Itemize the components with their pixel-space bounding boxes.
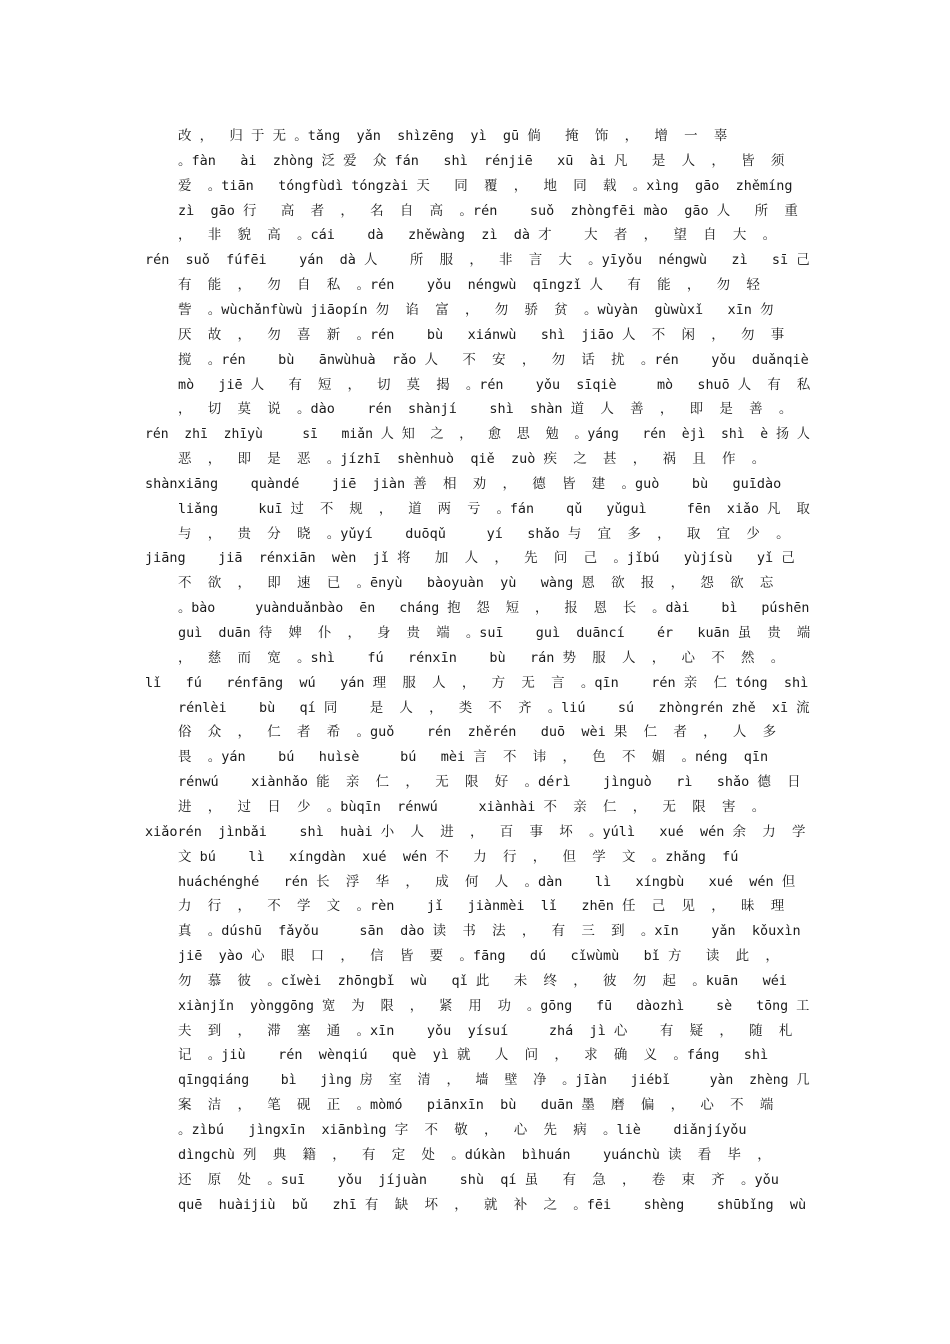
text-line: qīngqiáng bì jìng 房 室 清 ， 墙 壁 净 。jīàn jiébǐ yàn zhèng 几 xyxy=(178,1072,810,1089)
text-line: dìngchù 列 典 籍 ， 有 定 处 。dúkàn bìhuán yuánchù 读 看 毕 ， xyxy=(178,1146,771,1163)
text-line: 有 能 ， 勿 自 私 。rén yǒu néngwù qīngzǐ 人 有 能 ， 勿 轻 xyxy=(178,277,760,294)
text-line: 不 欲 ， 即 速 已 。ēnyù bàoyuàn yù wàng 恩 欲 报 ， 怨 欲 忘 xyxy=(178,575,774,592)
text-line: 真 。dúshū fǎyǒu sān dào 读 书 法 ， 有 三 到 。xīn yǎn kǒuxìn xyxy=(178,923,801,940)
text-line: 俗 众 ， 仁 者 希 。guǒ rén zhěrén duō wèi 果 仁 者 ， 人 多 xyxy=(178,724,777,741)
text-line: 勿 慕 彼 。cǐwèi zhōngbǐ wù qǐ 此 未 终 ， 彼 勿 起 。kuān wéi xyxy=(178,972,788,989)
text-line: ， 非 貌 高 。cái dà zhěwàng zì dà 才 大 者 ， 望 自 大 。 xyxy=(178,227,777,244)
text-line: 力 行 ， 不 学 文 。rèn jǐ jiànmèi lǐ zhēn 任 己 见 ， 昧 理 xyxy=(178,898,785,915)
text-line: ， 慈 而 宽 。shì fú rénxīn bù rán 势 服 人 ， 心 不 然 。 xyxy=(178,649,785,666)
text-line: rén zhī zhīyù sī miǎn 人 知 之 ， 愈 思 勉 。yáng rén èjì shì è 扬 人 xyxy=(145,426,810,443)
text-line: 恶 ， 即 是 恶 。jízhī shènhuò qiě zuò 疾 之 甚 ， 祸 且 作 。 xyxy=(178,451,766,468)
text-line: 爱 。tiān tóngfùdì tóngzài 天 同 覆 ， 地 同 载 。xìng gāo zhěmíng xyxy=(178,177,793,194)
text-line: guì duān 待 婢 仆 ， 身 贵 端 。suī guì duāncí ér kuān 虽 贵 端 xyxy=(178,625,811,641)
text-line: 厌 故 ， 勿 喜 新 。rén bù xiánwù shì jiāo 人 不 闲 ， 勿 事 xyxy=(178,326,785,343)
text-line: 文 bú lì xíngdàn xué wén 不 力 行 ， 但 学 文 。zhǎng fú xyxy=(178,848,739,865)
text-line: liǎng kuī 过 不 规 ， 道 两 亏 。fán qǔ yǔguì fēn xiǎo 凡 取 xyxy=(178,500,810,517)
text-line: rénlèi bù qí 同 是 人 ， 类 不 齐 。liú sú zhòngrén zhě xī 流 xyxy=(178,699,810,716)
text-line: 还 原 处 。suī yǒu jíjuàn shù qí 虽 有 急 ， 卷 束 齐 。yǒu xyxy=(178,1171,779,1188)
text-line: 与 ， 贵 分 晓 。yǔyí duōqǔ yí shǎo 与 宜 多 ， 取 宜 少 。 xyxy=(178,525,790,542)
text-line: 訾 。wùchǎnfùwù jiāopín 勿 谄 富 ， 勿 骄 贫 。wùyàn gùwùxǐ xīn 勿 xyxy=(178,301,774,318)
text-line: huáchénghé rén 长 浮 华 ， 成 何 人 。dàn lì xíngbù xué wén 但 xyxy=(178,873,796,890)
text-line: quē huàijiù bǔ zhī 有 缺 坏 ， 就 补 之 。fēi shèng shūbǐng wù xyxy=(178,1196,807,1213)
text-line: zì gāo 行 高 者 ， 名 自 高 。rén suǒ zhòngfēi mào gāo 人 所 重 xyxy=(178,202,798,219)
text-line: jiē yào 心 眼 口 ， 信 皆 要 。fāng dú cǐwùmù bǐ 方 读 此 ， xyxy=(178,948,779,965)
text-line: shànxiāng quàndé jiē jiàn 善 相 劝 ， 德 皆 建 。guò bù guīdào xyxy=(145,475,782,492)
text-line: 案 洁 ， 笔 砚 正 。mòmó piānxīn bù duān 墨 磨 偏 ， 心 不 端 xyxy=(178,1097,774,1114)
text-line: xiǎorén jìnbǎi shì huài 小 人 进 ， 百 事 坏 。yúlì xué wén 余 力 学 xyxy=(145,823,806,840)
text-line: 。zìbú jìngxīn xiānbìng 字 不 敬 ， 心 先 病 。liè diǎnjíyǒu xyxy=(178,1122,747,1138)
text-line: 改 ， 归 于 无 。tǎng yǎn shìzēng yì gū 倘 掩 饰 ， 增 一 辜 xyxy=(178,128,728,144)
text-line: 畏 。yán bú huìsè bú mèi 言 不 讳 ， 色 不 媚 。néng qīn xyxy=(178,749,769,766)
text-line: rén suǒ fúfēi yán dà 人 所 服 ， 非 言 大 。yīyǒu néngwù zì sī 己 xyxy=(145,252,810,269)
text-line: 。bào yuànduǎnbào ēn cháng 抱 怨 短 ， 报 恩 长 。dài bì púshēn xyxy=(178,600,810,617)
text-line: 夫 到 ， 滞 塞 通 。xīn yǒu yísuí zhá jì 心 有 疑 ， 随 札 xyxy=(178,1022,793,1039)
text-line: 搅 。rén bù ānwùhuà rǎo 人 不 安 ， 勿 话 扰 。rén yǒu duǎnqiè xyxy=(178,351,809,368)
text-line: lǐ fú rénfāng wú yán 理 服 人 ， 方 无 言 。qīn rén 亲 仁 tóng shì xyxy=(145,674,809,691)
text-line: jiāng jiā rénxiān wèn jǐ 将 加 人 ， 先 问 己 。jǐbú yùjísù yǐ 己 xyxy=(145,550,795,567)
text-line: 进 ， 过 日 少 。bùqīn rénwú xiànhài 不 亲 仁 ， 无 限 害 。 xyxy=(178,798,766,815)
text-line: rénwú xiànhǎo 能 亲 仁 ， 无 限 好 。dérì jìnguò rì shǎo 德 日 xyxy=(178,774,801,791)
text-line: xiànjǐn yònggōng 宽 为 限 ， 紧 用 功 。gōng fū dàozhì sè tōng 工 xyxy=(178,997,810,1014)
text-line: ， 切 莫 说 。dào rén shànjí shì shàn 道 人 善 ， 即 是 善 。 xyxy=(178,401,793,418)
text-line: 记 。jiù rén wènqiú què yì 就 人 问 ， 求 确 义 。fáng shì xyxy=(178,1047,769,1064)
text-line: mò jiē 人 有 短 ， 切 莫 揭 。rén yǒu sīqiè mò shuō 人 有 私 xyxy=(178,376,811,393)
text-line: 。fàn ài zhòng 泛 爱 众 fán shì rénjiē xū ài 凡 是 人 ， 皆 须 xyxy=(178,152,785,169)
